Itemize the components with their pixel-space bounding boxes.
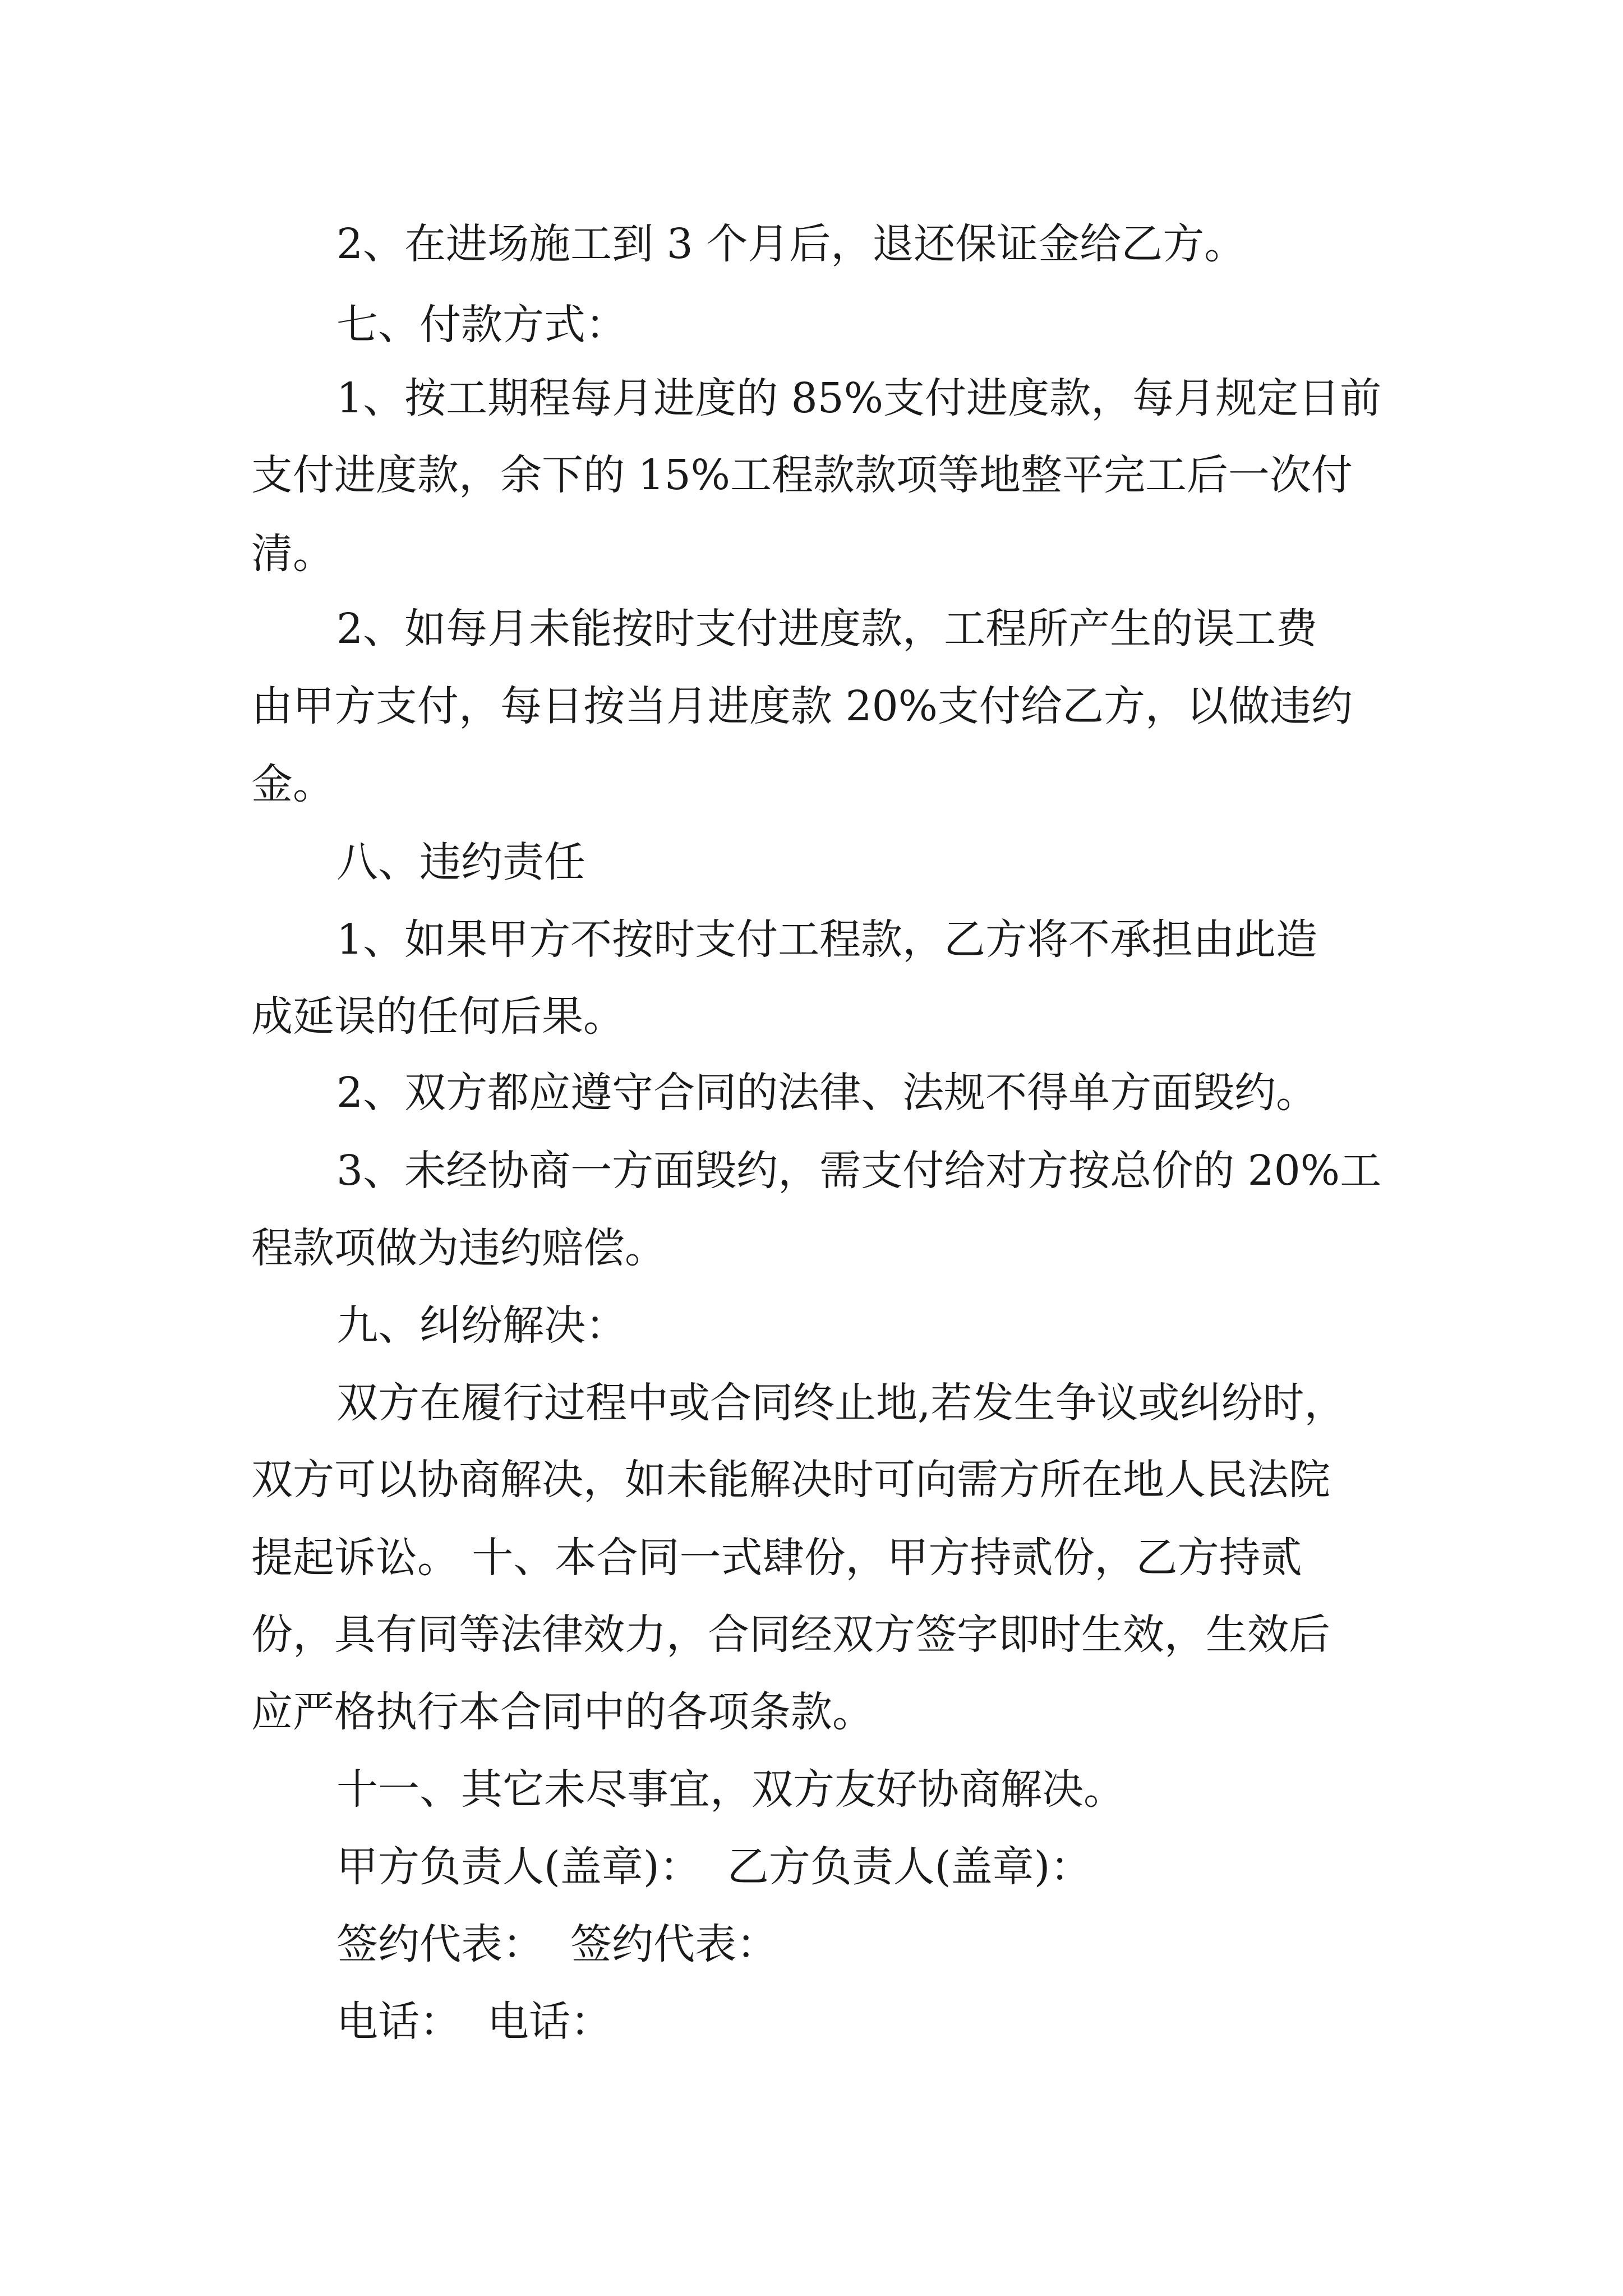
clause-8-item-3-line-1: 3、未经协商一方面毁约，需支付给对方按总价的 20%工	[336, 1147, 1382, 1195]
clause-7-item-1-line-2: 支付进度款，余下的 15%工程款款项等地整平完工后一次付	[251, 451, 1353, 499]
clause-8-item-1-line-1: 1、如果甲方不按时支付工程款，乙方将不承担由此造	[336, 915, 1318, 964]
clause-7-item-2-line-1: 2、如每月未能按时支付进度款，工程所产生的误工费	[336, 605, 1318, 653]
clause-6-item-2: 2、在进场施工到 3 个月后，退还保证金给乙方。	[336, 220, 1246, 268]
signature-seal-line: 甲方负责人(盖章)： 乙方负责人(盖章)：	[336, 1843, 1092, 1891]
section-9-heading: 九、纠纷解决：	[336, 1301, 627, 1350]
clause-8-item-1-line-2: 成延误的任何后果。	[251, 992, 625, 1041]
clause-8-item-2: 2、双方都应遵守合同的法律、法规不得单方面毁约。	[336, 1069, 1318, 1117]
clause-10-line-3: 应严格执行本合同中的各项条款。	[251, 1688, 874, 1736]
section-7-heading: 七、付款方式：	[336, 301, 627, 349]
clause-7-item-2-line-2: 由甲方支付，每日按当月进度款 20%支付给乙方，以做违约	[251, 682, 1353, 730]
section-8-heading: 八、违约责任	[336, 838, 585, 886]
signature-phone-line: 电话： 电话：	[336, 1998, 612, 2046]
clause-11: 十一、其它未尽事宜，双方友好协商解决。	[336, 1765, 1125, 1814]
clause-9-line-2: 双方可以协商解决，如未能解决时可向需方所在地人民法院	[251, 1456, 1330, 1504]
clause-9-line-3: 提起诉讼。 十、本合同一式肆份，甲方持贰份，乙方持贰	[251, 1534, 1302, 1582]
clause-10-line-2: 份，具有同等法律效力，合同经双方签字即时生效，生效后	[251, 1611, 1330, 1659]
clause-7-item-1-line-3: 清。	[251, 530, 334, 578]
clause-7-item-2-line-3: 金。	[251, 760, 334, 808]
clause-8-item-3-line-2: 程款项做为违约赔偿。	[251, 1224, 666, 1272]
signature-rep-line: 签约代表： 签约代表：	[336, 1920, 778, 1968]
clause-7-item-1-line-1: 1、按工期程每月进度的 85%支付进度款，每月规定日前	[336, 374, 1382, 422]
clause-9-line-1: 双方在履行过程中或合同终止地,若发生争议或纠纷时，	[336, 1379, 1346, 1427]
